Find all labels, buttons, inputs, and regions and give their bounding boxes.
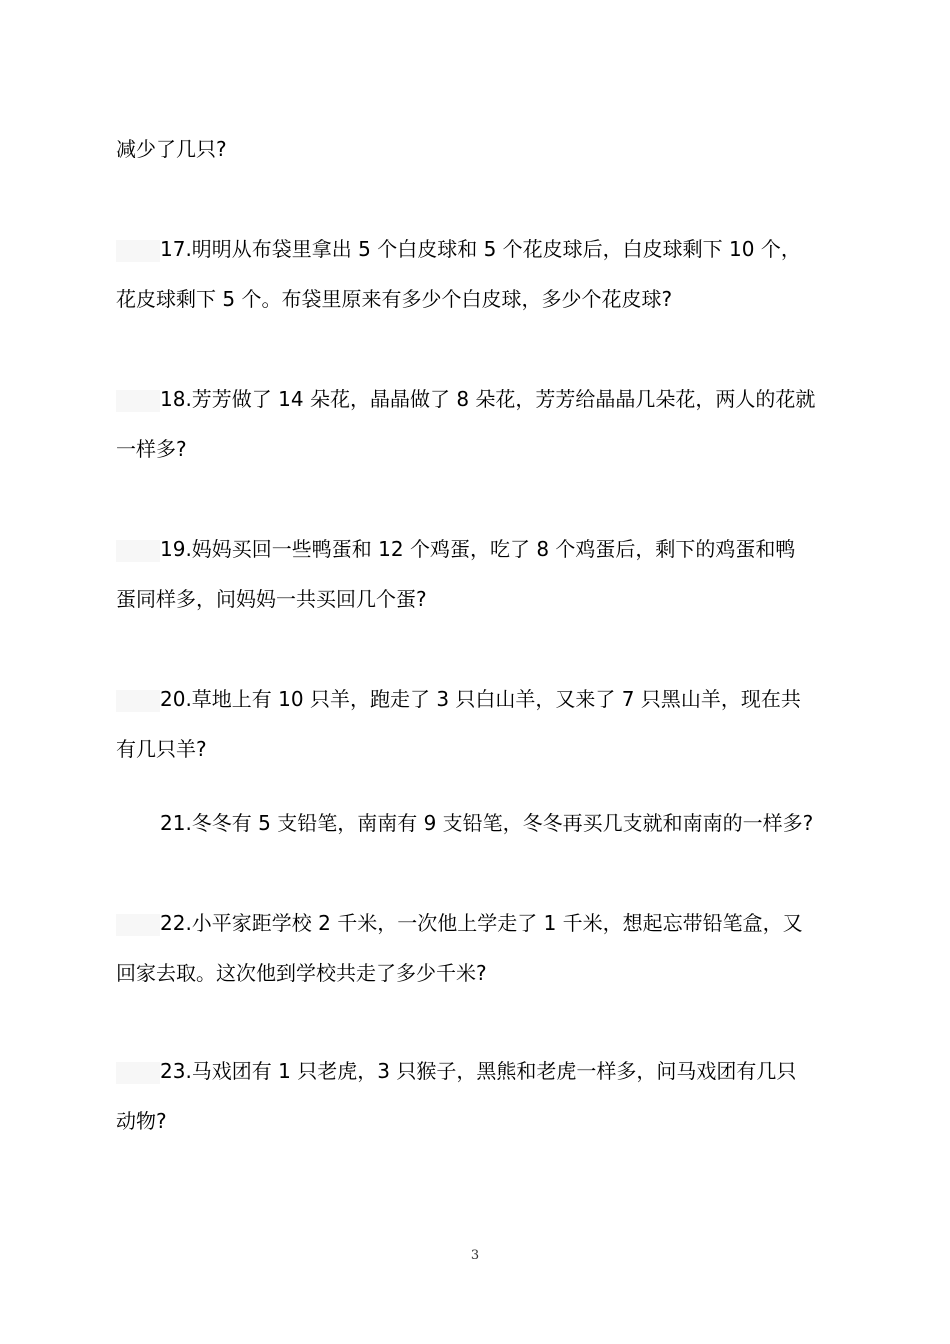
question-22-line-2 — [116, 960, 487, 986]
line-text: 回家去取。这次他到学校共走了多少千米? — [116, 961, 487, 985]
line-text: 22.小平家距学校 2 千米，一次他上学走了 1 千米，想起忘带铅笔盒，又 — [160, 911, 803, 935]
question-21-line-1 — [116, 810, 813, 836]
line-text: 一样多? — [116, 437, 187, 461]
line-text: 19.妈妈买回一些鸭蛋和 12 个鸡蛋，吃了 8 个鸡蛋后，剩下的鸡蛋和鸭 — [160, 537, 796, 561]
question-23-line-2 — [116, 1108, 167, 1134]
question-18-line-1 — [116, 386, 815, 412]
text-line — [116, 136, 227, 162]
line-text: 有几只羊? — [116, 737, 207, 761]
question-22-line-1 — [116, 910, 803, 936]
question-19-line-2 — [116, 586, 427, 612]
indent-shading — [116, 540, 160, 562]
line-text: 23.马戏团有 1 只老虎，3 只猴子，黑熊和老虎一样多，问马戏团有几只 — [160, 1059, 797, 1083]
indent-space — [116, 814, 160, 836]
question-17-line-1 — [116, 236, 801, 262]
question-20-line-1 — [116, 686, 801, 712]
indent-shading — [116, 914, 160, 936]
page-number: 3 — [470, 1248, 480, 1263]
line-text: 21.冬冬有 5 支铅笔，南南有 9 支铅笔，冬冬再买几支就和南南的一样多? — [160, 811, 814, 835]
line-text: 减少了几只? — [116, 137, 227, 161]
indent-shading — [116, 390, 160, 412]
indent-shading — [116, 690, 160, 712]
line-text: 动物? — [116, 1109, 167, 1133]
indent-shading — [116, 1062, 160, 1084]
question-18-line-2 — [116, 436, 187, 462]
question-20-line-2 — [116, 736, 207, 762]
line-text: 20.草地上有 10 只羊，跑走了 3 只白山羊，又来了 7 只黑山羊，现在共 — [160, 687, 801, 711]
line-text: 花皮球剩下 5 个。布袋里原来有多少个白皮球，多少个花皮球? — [116, 287, 673, 311]
question-17-line-2 — [116, 286, 672, 312]
question-19-line-1 — [116, 536, 795, 562]
line-text: 蛋同样多，问妈妈一共买回几个蛋? — [116, 587, 427, 611]
line-text: 17.明明从布袋里拿出 5 个白皮球和 5 个花皮球后，白皮球剩下 10 个， — [160, 237, 801, 261]
line-text: 18.芳芳做了 14 朵花，晶晶做了 8 朵花，芳芳给晶晶几朵花，两人的花就 — [160, 387, 816, 411]
indent-shading — [116, 240, 160, 262]
question-23-line-1 — [116, 1058, 796, 1084]
